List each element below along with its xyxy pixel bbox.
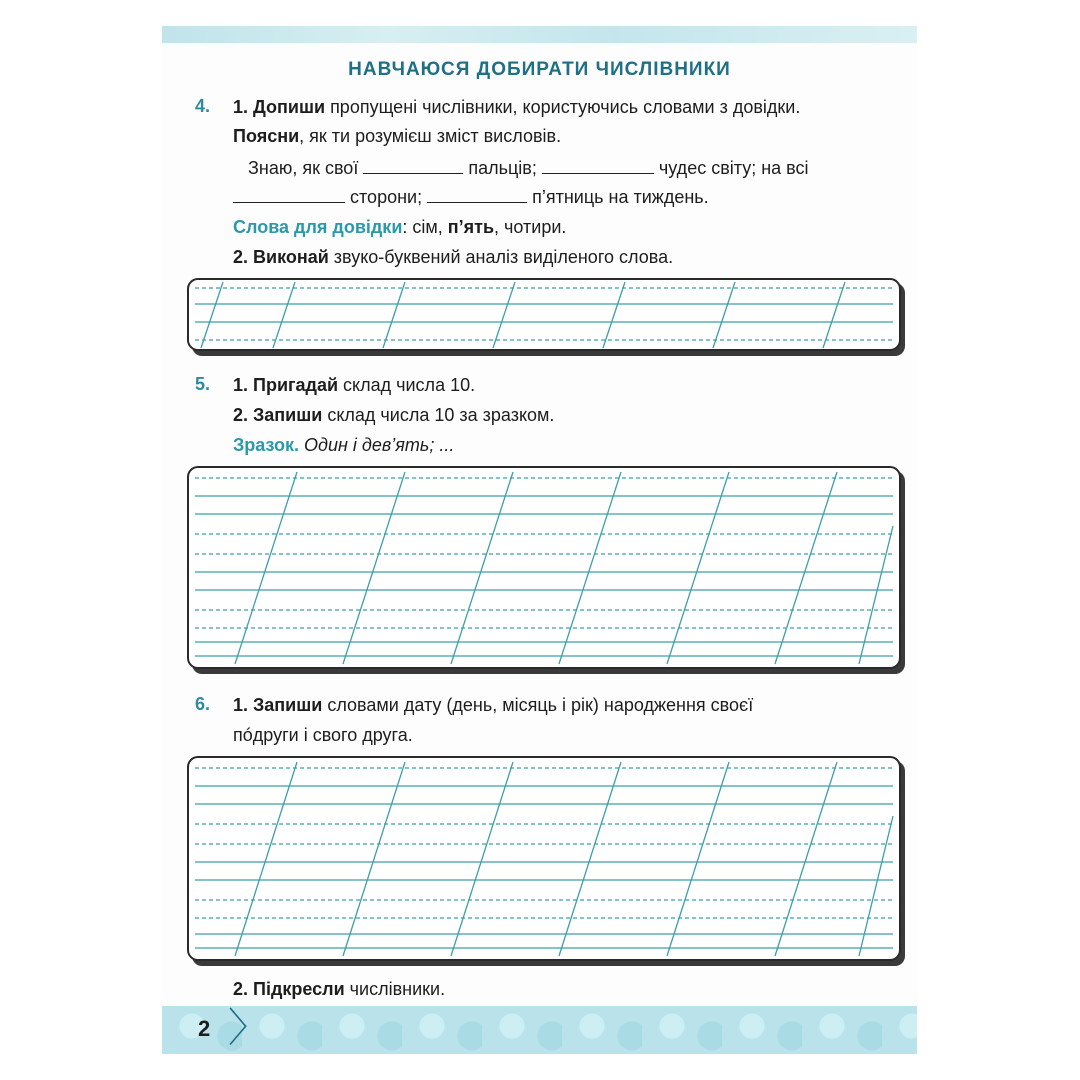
task-verb: 2. Підкресли (233, 979, 345, 999)
writing-box-exercise-5[interactable] (187, 466, 909, 676)
writing-box-exercise-4[interactable] (187, 278, 909, 358)
workbook-page (162, 26, 917, 1054)
exercise-6-number: 6. (195, 694, 211, 714)
task-text: , як ти розумієш зміст висловів. (299, 126, 562, 146)
task-verb: Поясни (233, 126, 300, 146)
chevron-right-icon: 〉 (228, 1006, 268, 1050)
fill-blank-2[interactable] (542, 157, 654, 174)
task-verb: 2. Виконай (233, 247, 329, 267)
fill-blank-1[interactable] (363, 157, 463, 174)
sample-text: Один і дев’ять; ... (299, 435, 455, 455)
sentence-text: п’ятниць на тиждень. (532, 187, 709, 207)
sentence-text: Знаю, як свої (248, 158, 359, 178)
reference-label: Слова для довідки (233, 217, 403, 237)
exercise-5-task-1 (233, 374, 475, 396)
exercise-4-sentence-line-2 (233, 186, 709, 208)
task-verb: 1. Допиши (233, 97, 326, 117)
sample-label: Зразок. (233, 435, 300, 455)
exercise-6-task-1-cont: пóдруги і свого друга. (233, 725, 413, 745)
page-number: 2 (198, 1016, 211, 1041)
highlighted-word: п’ять (447, 217, 495, 237)
exercise-6-task-1 (233, 694, 753, 716)
sentence-text: пальців; (468, 158, 537, 178)
exercise-4-number: 4. (195, 96, 211, 116)
task-verb: 1. Пригадай (233, 375, 339, 395)
exercise-4-reference-words (233, 216, 566, 238)
exercise-4-task-1-cont (233, 125, 561, 147)
task-verb: 2. Запиши (233, 405, 323, 425)
reference-text: : сім, (402, 217, 448, 237)
exercise-5-number: 5. (195, 374, 211, 394)
fill-blank-3[interactable] (233, 186, 345, 203)
exercise-4-task-2 (233, 246, 673, 268)
bottom-decorative-band (162, 1006, 917, 1054)
reference-text: , чотири. (494, 217, 567, 237)
exercise-6-task-2 (233, 978, 445, 1000)
writing-box-exercise-6[interactable] (187, 756, 909, 968)
task-text: числівники. (344, 979, 446, 999)
exercise-5-task-2 (233, 404, 554, 426)
task-text: словами дату (день, місяць і рік) народження своєї (322, 695, 754, 715)
task-text: звуко-буквений аналіз виділеного слова. (328, 247, 674, 267)
task-text: склад числа 10. (338, 375, 476, 395)
page-title: НАВЧАЮСЯ ДОБИРАТИ ЧИСЛІВНИКИ (348, 59, 731, 80)
exercise-5-sample (233, 434, 454, 456)
fill-blank-4[interactable] (427, 186, 527, 203)
task-verb: 1. Запиши (233, 695, 323, 715)
task-text: склад числа 10 за зразком. (322, 405, 555, 425)
exercise-4-task-1 (233, 96, 800, 118)
sentence-text: сторони; (350, 187, 423, 207)
top-decorative-band (162, 26, 917, 43)
sentence-text: чудес світу; на всі (658, 158, 809, 178)
task-text: пропущені числівники, користуючись словами з довідки. (325, 97, 801, 117)
exercise-4-sentence-line-1 (248, 157, 809, 179)
